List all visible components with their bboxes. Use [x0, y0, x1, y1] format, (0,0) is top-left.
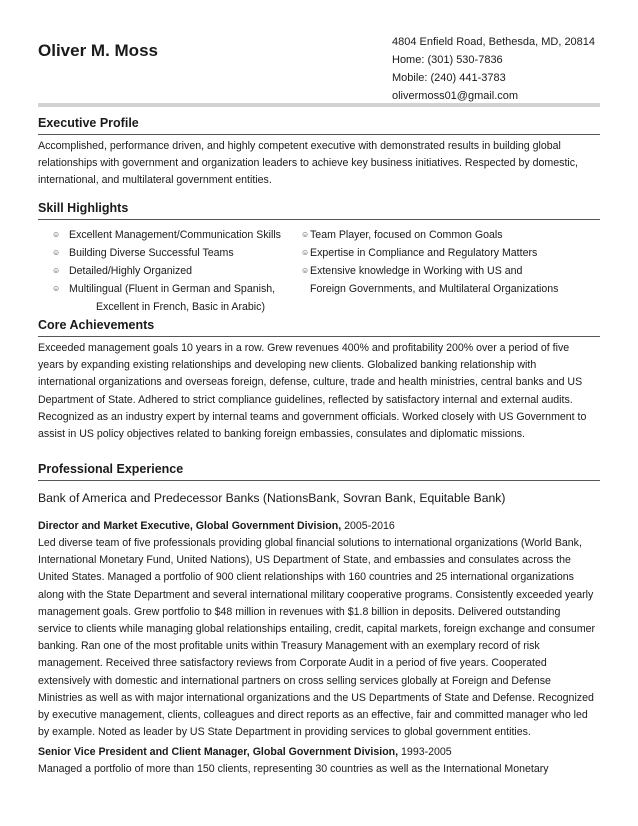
skill-item: Multilingual (Fluent in German and Spanish,: [69, 283, 276, 295]
role-title: Senior Vice President and Client Manager, Global Government Division,: [38, 746, 399, 758]
section-title-core-achievements: Core Achievements: [38, 318, 155, 332]
smiley-bullet-icon: ☺: [301, 230, 310, 239]
skill-item: Excellent Management/Communication Skills: [69, 229, 281, 241]
smiley-bullet-icon: ☺: [301, 266, 310, 275]
core-achievements-text: Exceeded management goals 10 years in a row. Grew revenues 400% and profitability 200% over a period of five years by expanding existing relationships and developing new clients. Globalized banking relationship with international organizations and overseas foreign, defense, culture, trade and health ministries, central banks and US Department of State. Adhered to strict compliance guidelines, reflected by satisfactory internal and external audits. Recognized as an industry expert by internal teams and government officials. Worked closely with US Government to assist in US policy objectives related to banking foreign embassies, consulates and diplomatic missions.: [38, 342, 587, 441]
skill-item-continuation: Excellent in French, Basic in Arabic): [96, 301, 265, 313]
skill-item: Extensive knowledge in Working with US and: [310, 265, 523, 277]
home-phone: Home: (301) 530-7836: [392, 54, 503, 66]
employer-name: Bank of America and Predecessor Banks (NationsBank, Sovran Bank, Equitable Bank): [38, 491, 506, 505]
section-title-professional-experience: Professional Experience: [38, 462, 184, 476]
section-divider: [38, 134, 600, 135]
skill-item-continuation: Foreign Governments, and Multilateral Organizations: [310, 283, 559, 295]
mobile-phone: Mobile: (240) 441-3783: [392, 72, 506, 84]
smiley-bullet-icon: ☺: [52, 266, 61, 275]
smiley-bullet-icon: ☺: [52, 248, 61, 257]
section-title-executive-profile: Executive Profile: [38, 116, 139, 130]
skill-item: Team Player, focused on Common Goals: [310, 229, 503, 241]
role-title: Director and Market Executive, Global Government Division,: [38, 520, 342, 532]
email: olivermoss01@gmail.com: [392, 90, 519, 102]
smiley-bullet-icon: ☺: [52, 230, 61, 239]
contact-block: [392, 33, 595, 105]
role-dates: 1993-2005: [398, 746, 452, 758]
skill-item: Detailed/Highly Organized: [69, 265, 193, 277]
header-divider: [38, 103, 600, 107]
role-heading: [38, 520, 395, 532]
skill-item: Expertise in Compliance and Regulatory Matters: [310, 247, 538, 259]
smiley-bullet-icon: ☺: [301, 248, 310, 257]
section-divider: [38, 336, 600, 337]
skill-item: Building Diverse Successful Teams: [69, 247, 234, 259]
role-description: Led diverse team of five professionals providing global financial solutions to international organizations (World Bank, International Monetary Fund, United Nations), US Department of State, and embassies and consulates across the United States. Managed a portfolio of 900 client relationships with 160 countries and 25 international organizations along with the State Department and several international military cooperative programs. Consistently exceeded yearly management goals. Grew portfolio to $48 million in revenues with $1.8 billion in deposits. Delivered outstanding service to clients while managing global relationships entailing, credit, capital markets, foreign exchange and consumer banking. Ran one of the most profitable units within Treasury Management with an exemplary record of risk management. Received three satisfactory reviews from Corporate Audit in a period of five years. Cooperated extensively with domestic and international partners on cross selling services globally at Foreign and Defense Ministries as well as with major international organizations and the US Departments of State and Defense. Recognized by executive management, clients, colleagues and direct reports as an effective, fair and committed manager who led by example. Noted as leader by US State Department in providing services to global government entities.: [38, 537, 596, 739]
section-divider: [38, 480, 600, 481]
executive-profile-text: Accomplished, performance driven, and highly competent executive with demonstrated results in building global relationships with government and organization leaders to achieve key business initiatives. Respected by domestic, international, and multilateral government entities.: [38, 140, 578, 187]
role-description: Managed a portfolio of more than 150 clients, representing 30 countries as well as the International Monetary: [38, 763, 549, 775]
section-divider: [38, 219, 600, 220]
candidate-name: Oliver M. Moss: [38, 41, 158, 60]
role-heading: [38, 746, 452, 758]
section-title-skill-highlights: Skill Highlights: [38, 201, 129, 215]
address: 4804 Enfield Road, Bethesda, MD, 20814: [392, 36, 596, 48]
smiley-bullet-icon: ☺: [52, 284, 61, 293]
role-dates: 2005-2016: [341, 520, 395, 532]
